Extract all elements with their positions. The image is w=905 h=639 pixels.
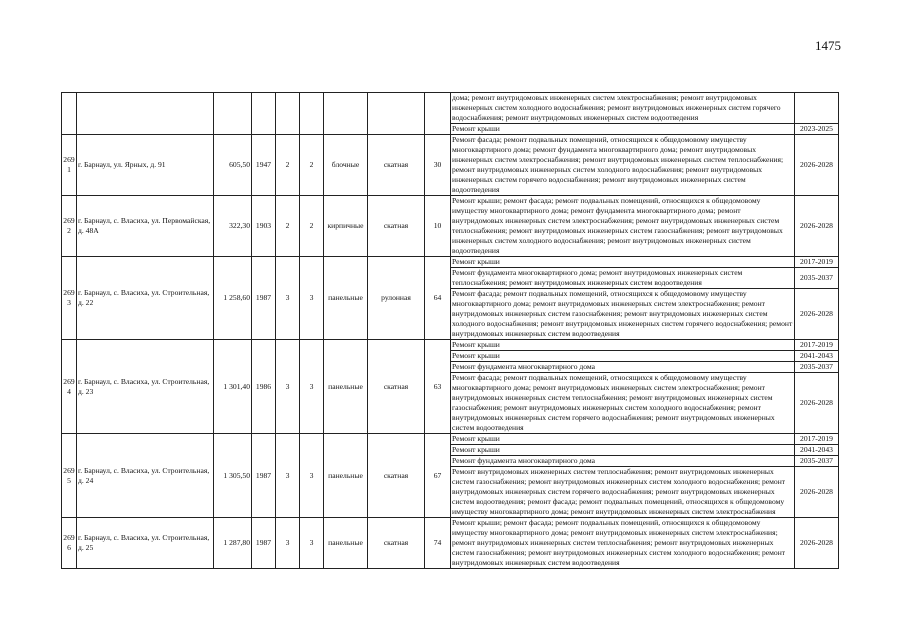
work-period: 2026-2028 [795, 196, 839, 257]
work-description: Ремонт крыши [451, 124, 795, 135]
work-description: Ремонт внутридомовых инженерных систем теплоснабжения; ремонт внутридомовых инженерных систем газоснабжения; ремонт внутридомовых инженерных систем холодного водоснабжения; ремонт внутридомовых инженерных систем горячего водоснабжения; ремонт внутридомовых инженерных систем водоотведения; ремонт фасада; ремонт подвальных помещений, относящихся к общедомовому имуществу многоквартирного дома; ремонт внутридомовых инженерных систем электроснабжения [451, 467, 795, 518]
table-row [62, 340, 839, 351]
walls-material-cell: кирпичные [324, 196, 368, 257]
entrances-cell: 3 [300, 257, 324, 340]
work-description: Ремонт фундамента многоквартирного дома; ремонт внутридомовых инженерных систем теплоснабжения; ремонт внутридомовых инженерных систем водоотведения [451, 268, 795, 289]
walls-material-cell: панельные [324, 518, 368, 569]
work-period: 2026-2028 [795, 289, 839, 340]
empty-cell [276, 93, 300, 135]
table-row [62, 93, 839, 124]
empty-cell [425, 93, 451, 135]
work-period: 2026-2028 [795, 135, 839, 196]
year-cell: 1986 [252, 340, 276, 434]
capital-repair-table [61, 92, 839, 569]
work-description: Ремонт фундамента многоквартирного дома [451, 362, 795, 373]
row-number: 269 3 [62, 257, 77, 340]
work-description: Ремонт фасада; ремонт подвальных помещений, относящихся к общедомовому имуществу многоквартирного дома; ремонт фундамента многоквартирного дома; ремонт внутридомовых инженерных систем электроснабжения; ремонт внутридомовых инженерных систем теплоснабжения; ремонт внутридомовых инженерных систем холодного водоснабжения; ремонт внутридомовых инженерных систем горячего водоснабжения; ремонт внутридомовых инженерных систем водоотведения [451, 135, 795, 196]
area-cell: 1 305,50 [214, 434, 252, 518]
roof-type-cell: скатная [368, 434, 425, 518]
entrances-cell: 3 [300, 340, 324, 434]
row-number: 269 4 [62, 340, 77, 434]
address-cell: г. Барнаул, с. Власиха, ул. Строительная, д. 24 [77, 434, 214, 518]
work-period: 2026-2028 [795, 467, 839, 518]
work-description: дома; ремонт внутридомовых инженерных систем электроснабжения; ремонт внутридомовых инженерных систем холодного водоснабжения; ремонт внутридомовых инженерных систем горячего водоснабжения; ремонт внутридомовых инженерных систем водоотведения [451, 93, 795, 124]
empty-cell [62, 93, 77, 135]
area-cell: 1 258,60 [214, 257, 252, 340]
table-body [62, 93, 839, 569]
empty-cell [324, 93, 368, 135]
work-description: Ремонт крыши [451, 445, 795, 456]
entrances-cell: 3 [300, 518, 324, 569]
address-cell: г. Барнаул, с. Власиха, ул. Строительная, д. 25 [77, 518, 214, 569]
work-description: Ремонт крыши [451, 351, 795, 362]
year-cell: 1987 [252, 257, 276, 340]
roof-type-cell: скатная [368, 135, 425, 196]
work-period: 2035-2037 [795, 268, 839, 289]
work-description: Ремонт фундамента многоквартирного дома [451, 456, 795, 467]
walls-material-cell: блочные [324, 135, 368, 196]
work-description: Ремонт крыши [451, 434, 795, 445]
table-row [62, 257, 839, 268]
floors-cell: 2 [276, 135, 300, 196]
work-period: 2023-2025 [795, 124, 839, 135]
floors-cell: 3 [276, 340, 300, 434]
entrances-cell: 2 [300, 135, 324, 196]
walls-material-cell: панельные [324, 434, 368, 518]
walls-material-cell: панельные [324, 257, 368, 340]
residents-cell: 64 [425, 257, 451, 340]
floors-cell: 2 [276, 196, 300, 257]
address-cell: г. Барнаул, ул. Ярных, д. 91 [77, 135, 214, 196]
area-cell: 322,30 [214, 196, 252, 257]
row-number: 269 2 [62, 196, 77, 257]
empty-cell [252, 93, 276, 135]
year-cell: 1947 [252, 135, 276, 196]
work-period: 2035-2037 [795, 362, 839, 373]
empty-cell [368, 93, 425, 135]
table-row [62, 518, 839, 569]
work-description: Ремонт крыши; ремонт фасада; ремонт подвальных помещений, относящихся к общедомовому имуществу многоквартирного дома; ремонт внутридомовых инженерных систем электроснабжения; ремонт внутридомовых инженерных систем теплоснабжения; ремонт внутридомовых инженерных систем газоснабжения; ремонт внутридомовых инженерных систем холодного водоснабжения; ремонт внутридомовых инженерных систем водоотведения [451, 518, 795, 569]
work-description: Ремонт крыши; ремонт фасада; ремонт подвальных помещений, относящихся к общедомовому имуществу многоквартирного дома; ремонт фундамента многоквартирного дома; ремонт внутридомовых инженерных систем электроснабжения; ремонт внутридомовых инженерных систем теплоснабжения; ремонт внутридомовых инженерных систем газоснабжения; ремонт внутридомовых инженерных систем холодного водоснабжения; ремонт внутридомовых инженерных систем водоотведения [451, 196, 795, 257]
walls-material-cell: панельные [324, 340, 368, 434]
area-cell: 1 301,40 [214, 340, 252, 434]
residents-cell: 67 [425, 434, 451, 518]
work-period: 2041-2043 [795, 351, 839, 362]
address-cell: г. Барнаул, с. Власиха, ул. Строительная, д. 23 [77, 340, 214, 434]
work-period: 2041-2043 [795, 445, 839, 456]
year-cell: 1903 [252, 196, 276, 257]
empty-cell [77, 93, 214, 135]
residents-cell: 63 [425, 340, 451, 434]
roof-type-cell: рулонная [368, 257, 425, 340]
row-number: 269 1 [62, 135, 77, 196]
floors-cell: 3 [276, 434, 300, 518]
row-number: 269 5 [62, 434, 77, 518]
work-period: 2017-2019 [795, 340, 839, 351]
work-period [795, 93, 839, 124]
table-row [62, 135, 839, 196]
work-period: 2026-2028 [795, 373, 839, 434]
floors-cell: 3 [276, 518, 300, 569]
floors-cell: 3 [276, 257, 300, 340]
residents-cell: 30 [425, 135, 451, 196]
entrances-cell: 3 [300, 434, 324, 518]
work-period: 2017-2019 [795, 257, 839, 268]
work-period: 2026-2028 [795, 518, 839, 569]
empty-cell [300, 93, 324, 135]
work-description: Ремонт фасада; ремонт подвальных помещений, относящихся к общедомовому имуществу многоквартирного дома; ремонт внутридомовых инженерных систем электроснабжения; ремонт внутридомовых инженерных систем теплоснабжения; ремонт внутридомовых инженерных систем газоснабжения; ремонт внутридомовых инженерных систем холодного водоснабжения; ремонт внутридомовых инженерных систем горячего водоснабжения; ремонт внутридомовых инженерных систем водоотведения [451, 373, 795, 434]
area-cell: 1 287,80 [214, 518, 252, 569]
residents-cell: 10 [425, 196, 451, 257]
row-number: 269 6 [62, 518, 77, 569]
work-period: 2035-2037 [795, 456, 839, 467]
work-description: Ремонт фасада; ремонт подвальных помещений, относящихся к общедомовому имуществу многоквартирного дома; ремонт внутридомовых инженерных систем электроснабжения; ремонт внутридомовых инженерных систем газоснабжения; ремонт внутридомовых инженерных систем холодного водоснабжения; ремонт внутридомовых инженерных систем горячего водоснабжения; ремонт внутридомовых инженерных систем водоотведения [451, 289, 795, 340]
roof-type-cell: скатная [368, 340, 425, 434]
area-cell: 605,50 [214, 135, 252, 196]
entrances-cell: 2 [300, 196, 324, 257]
address-cell: г. Барнаул, с. Власиха, ул. Первомайская, д. 48А [77, 196, 214, 257]
work-period: 2017-2019 [795, 434, 839, 445]
table-row [62, 434, 839, 445]
work-description: Ремонт крыши [451, 257, 795, 268]
year-cell: 1987 [252, 518, 276, 569]
roof-type-cell: скатная [368, 196, 425, 257]
empty-cell [214, 93, 252, 135]
address-cell: г. Барнаул, с. Власиха, ул. Строительная, д. 22 [77, 257, 214, 340]
table-row [62, 196, 839, 257]
page-number: 1475 [815, 38, 841, 53]
year-cell: 1987 [252, 434, 276, 518]
roof-type-cell: скатная [368, 518, 425, 569]
residents-cell: 74 [425, 518, 451, 569]
work-description: Ремонт крыши [451, 340, 795, 351]
